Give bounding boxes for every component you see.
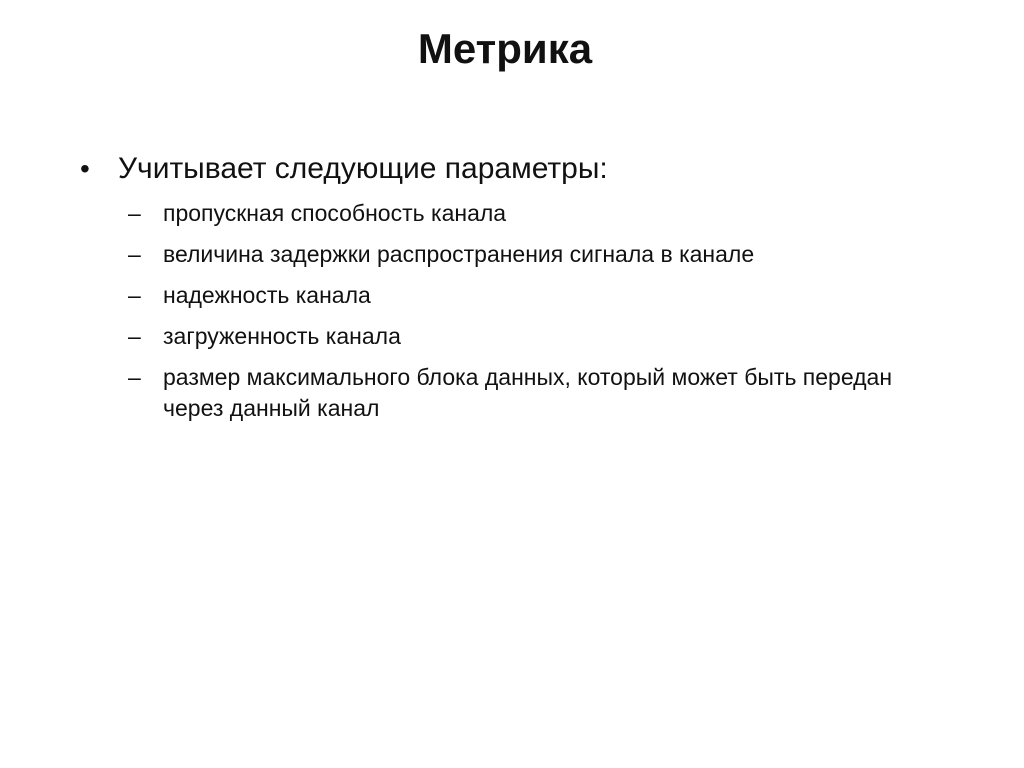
dash-marker: – — [128, 241, 141, 267]
sub-bullet-text: величина задержки распространения сигнала в канале — [163, 241, 755, 267]
sub-bullet-text: пропускная способность канала — [163, 200, 507, 226]
sub-bullet-item — [128, 321, 908, 352]
main-bullet-text: Учитывает следующие параметры: — [118, 152, 608, 185]
bullet-marker: • — [80, 153, 90, 184]
dash-marker: – — [128, 200, 141, 226]
dash-marker: – — [128, 323, 141, 349]
dash-marker: – — [128, 364, 141, 390]
sub-bullet-item — [128, 239, 908, 270]
sub-bullet-list — [128, 198, 908, 434]
sub-bullet-item — [128, 198, 908, 229]
sub-bullet-text: размер максимального блока данных, который может быть передан через данный канал — [163, 364, 893, 421]
slide-title: Метрика — [417, 25, 593, 72]
sub-bullet-item — [128, 280, 908, 311]
sub-bullet-item — [128, 362, 908, 424]
sub-bullet-text: надежность канала — [163, 282, 371, 308]
sub-bullet-text: загруженность канала — [163, 323, 401, 349]
dash-marker: – — [128, 282, 141, 308]
